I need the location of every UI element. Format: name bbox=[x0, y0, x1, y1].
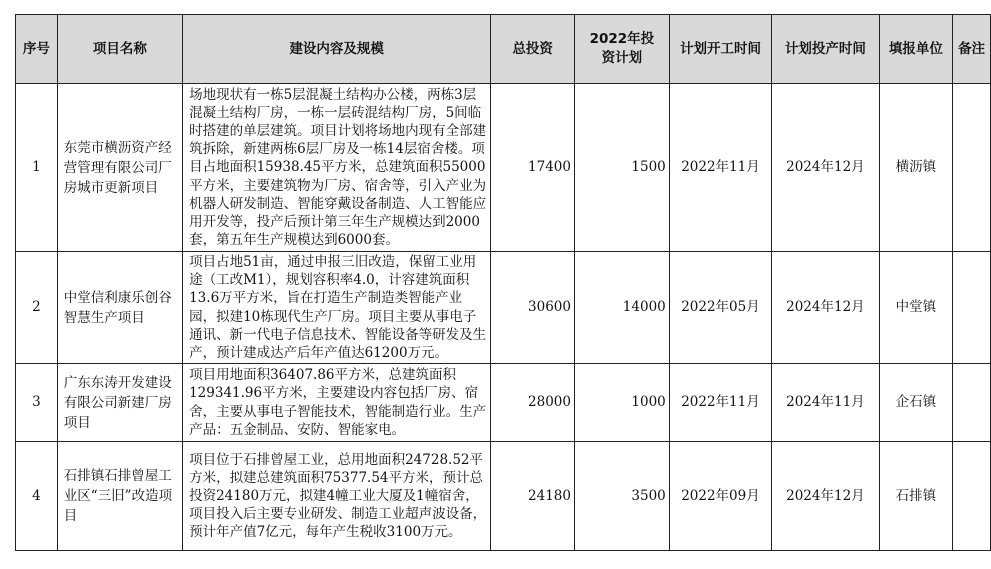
row-remark bbox=[953, 252, 991, 364]
row-name: 广东东涛开发建设有限公司新建厂房项目 bbox=[57, 364, 182, 442]
row-index: 4 bbox=[16, 442, 58, 551]
row-total-investment: 24180 bbox=[491, 442, 575, 551]
header-content: 建设内容及规模 bbox=[183, 15, 491, 84]
header-total-investment: 总投资 bbox=[491, 15, 575, 84]
row-total-investment: 28000 bbox=[491, 364, 575, 442]
row-plan-2022: 1500 bbox=[574, 84, 669, 252]
row-content: 场地现状有一栋5层混凝土结构办公楼，两栋3层混凝土结构厂房，一栋一层砖混结构厂房，5间临时搭建的单层建筑。项目计划将场地内现有全部建筑拆除，新建两栋6层厂房及一栋14层宿舍楼。项目占地面积15938.45平方米，总建筑面积55000平方米，主要建筑物为厂房、宿舍等，引入产业为机器人研发制造、智能穿戴设备制造、人工智能应用开发等，投产后预计第三年生产规模达到2000套，第五年生产规模达到6000套。 bbox=[183, 84, 491, 252]
row-production-time: 2024年12月 bbox=[772, 442, 879, 551]
row-plan-2022: 14000 bbox=[574, 252, 669, 364]
row-unit: 企石镇 bbox=[879, 364, 953, 442]
row-name: 中堂信利康乐创谷智慧生产项目 bbox=[57, 252, 182, 364]
row-name: 东莞市横沥资产经营管理有限公司厂房城市更新项目 bbox=[57, 84, 182, 252]
row-start-time: 2022年11月 bbox=[669, 84, 771, 252]
row-total-investment: 17400 bbox=[491, 84, 575, 252]
row-remark bbox=[953, 84, 991, 252]
project-table-wrapper bbox=[15, 14, 991, 551]
header-index: 序号 bbox=[16, 15, 58, 84]
row-content: 项目用地面积36407.86平方米，总建筑面积129341.96平方米，主要建设内容包括厂房、宿舍，主要从事电子智能技术，智能制造行业。生产产品：五金制品、安防、智能家电。 bbox=[183, 364, 491, 442]
row-total-investment: 30600 bbox=[491, 252, 575, 364]
row-index: 3 bbox=[16, 364, 58, 442]
row-index: 1 bbox=[16, 84, 58, 252]
row-production-time: 2024年12月 bbox=[772, 84, 879, 252]
row-start-time: 2022年11月 bbox=[669, 364, 771, 442]
row-start-time: 2022年09月 bbox=[669, 442, 771, 551]
row-remark bbox=[953, 364, 991, 442]
row-unit: 中堂镇 bbox=[879, 252, 953, 364]
row-index: 2 bbox=[16, 252, 58, 364]
header-remark: 备注 bbox=[953, 15, 991, 84]
table-row bbox=[16, 364, 991, 442]
table-row bbox=[16, 252, 991, 364]
header-start-time: 计划开工时间 bbox=[669, 15, 771, 84]
header-name: 项目名称 bbox=[57, 15, 182, 84]
row-plan-2022: 1000 bbox=[574, 364, 669, 442]
header-unit: 填报单位 bbox=[879, 15, 953, 84]
table-row bbox=[16, 84, 991, 252]
row-unit: 横沥镇 bbox=[879, 84, 953, 252]
row-start-time: 2022年05月 bbox=[669, 252, 771, 364]
header-row bbox=[16, 15, 991, 84]
row-content: 项目位于石排曾屋工业，总用地面积24728.52平方米，拟建总建筑面积75377.54平方米，预计总投资24180万元，拟建4幢工业大厦及1幢宿舍，项目投入后主要专业研发、制造工业超声波设备，预计年产值7亿元，每年产生税收3100万元。 bbox=[183, 442, 491, 551]
row-production-time: 2024年12月 bbox=[772, 252, 879, 364]
project-table bbox=[15, 14, 991, 551]
table-row bbox=[16, 442, 991, 551]
row-remark bbox=[953, 442, 991, 551]
header-production-time: 计划投产时间 bbox=[772, 15, 879, 84]
header-plan-2022: 2022年投资计划 bbox=[574, 15, 669, 84]
row-content: 项目占地51亩，通过申报三旧改造，保留工业用途（工改M1），规划容积率4.0，计容建筑面积13.6万平方米，旨在打造生产制造类智能产业园，拟建10栋现代生产厂房。项目主要从事电子通讯、新一代电子信息技术、智能设备等研发及生产，预计建成达产后年产值达61200万元。 bbox=[183, 252, 491, 364]
row-name: 石排镇石排曾屋工业区“三旧”改造项目 bbox=[57, 442, 182, 551]
row-plan-2022: 3500 bbox=[574, 442, 669, 551]
row-production-time: 2024年11月 bbox=[772, 364, 879, 442]
row-unit: 石排镇 bbox=[879, 442, 953, 551]
